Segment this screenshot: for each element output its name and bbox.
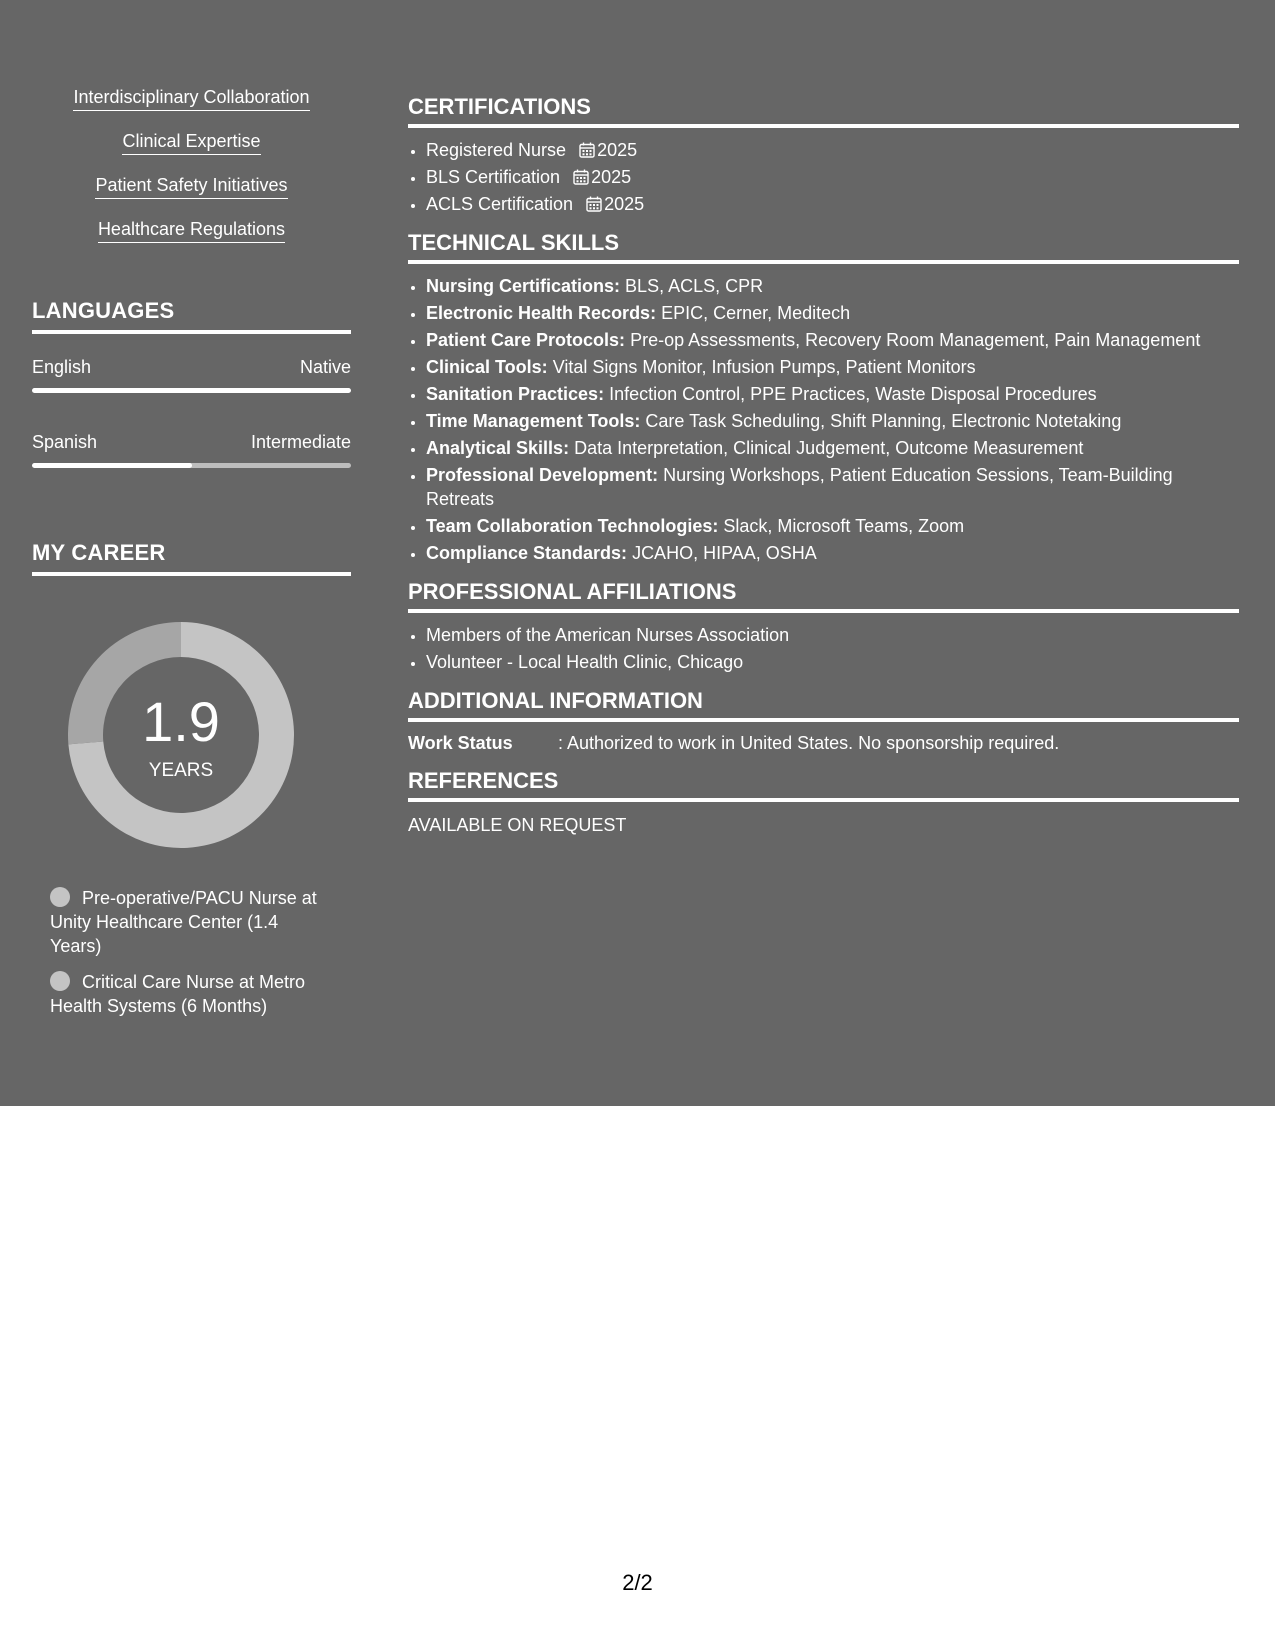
skill-category: Time Management Tools:	[426, 411, 641, 431]
skill-values: EPIC, Cerner, Meditech	[661, 303, 851, 323]
technical-skills-section	[408, 230, 1239, 565]
career-list	[50, 886, 330, 1018]
career-dot-icon	[50, 887, 70, 907]
skill-category: Sanitation Practices:	[426, 384, 605, 404]
skill-category: Professional Development:	[426, 465, 659, 485]
certification-name: BLS Certification	[426, 167, 561, 187]
certification-year: 2025	[591, 167, 632, 187]
language-level: Native	[299, 357, 351, 377]
technical-skill-item	[426, 409, 1239, 433]
additional-info-section	[408, 688, 1239, 754]
certification-year: 2025	[597, 140, 638, 160]
language-bar	[32, 463, 351, 468]
career-heading: MY CAREER	[32, 540, 351, 576]
work-status-label: Work Status	[408, 733, 513, 753]
certifications-heading: CERTIFICATIONS	[408, 94, 1239, 128]
affiliation-item: • Members of the American Nurses Association	[426, 623, 1239, 647]
affiliation-item: • Volunteer - Local Health Clinic, Chicago	[426, 650, 1239, 674]
certification-item	[426, 192, 1239, 216]
certification-name: ACLS Certification	[426, 194, 574, 214]
references-text: AVAILABLE ON REQUEST	[408, 815, 627, 835]
language-bar	[32, 388, 351, 393]
language-name: English	[32, 357, 92, 377]
career-section	[32, 540, 351, 1018]
page-number: 2/2	[622, 1570, 653, 1595]
skill-category: Team Collaboration Technologies:	[426, 516, 719, 536]
certification-name: Registered Nurse	[426, 140, 567, 160]
work-status-value: : Authorized to work in United States. No sponsorship required.	[558, 733, 1060, 753]
technical-skill-item	[426, 436, 1239, 460]
language-row	[32, 356, 351, 378]
career-item	[50, 886, 330, 958]
skill-category: Compliance Standards:	[426, 543, 628, 563]
skill-category: Electronic Health Records:	[426, 303, 657, 323]
technical-skill-item	[426, 301, 1239, 325]
language-name: Spanish	[32, 432, 98, 452]
skill-tag: Healthcare Regulations	[98, 218, 285, 243]
affiliations-heading: PROFESSIONAL AFFILIATIONS	[408, 579, 1239, 613]
certification-year: 2025	[604, 194, 645, 214]
skill-values: Pre-op Assessments, Recovery Room Management, Pain Management	[630, 330, 1201, 350]
career-total-value: 1.9	[142, 690, 220, 753]
career-item	[50, 970, 330, 1018]
skill-values: JCAHO, HIPAA, OSHA	[632, 543, 817, 563]
skill-category: Patient Care Protocols:	[426, 330, 626, 350]
certifications-section	[408, 94, 1239, 216]
calendar-icon	[579, 142, 595, 158]
skill-tag: Clinical Expertise	[122, 130, 260, 155]
certification-date	[579, 140, 637, 160]
skill-values: Nursing Workshops, Patient Education Sessions, Team-Building Retreats	[426, 465, 1173, 509]
affiliations-list	[408, 623, 1239, 674]
career-dot-icon	[50, 971, 70, 991]
left-column	[32, 86, 351, 1030]
technical-skill-item	[426, 541, 1239, 565]
career-item-label: Pre-operative/PACU Nurse at Unity Healthcare Center (1.4 Years)	[50, 888, 317, 956]
skill-tags	[32, 86, 351, 262]
language-bar-fill	[32, 463, 192, 468]
skill-values: Vital Signs Monitor, Infusion Pumps, Patient Monitors	[552, 357, 976, 377]
skill-values: Care Task Scheduling, Shift Planning, Electronic Notetaking	[645, 411, 1122, 431]
calendar-icon	[573, 169, 589, 185]
technical-skill-item	[426, 355, 1239, 379]
affiliations-section	[408, 579, 1239, 674]
right-column	[408, 94, 1239, 850]
skill-tag: Patient Safety Initiatives	[95, 174, 287, 199]
skill-category: Analytical Skills:	[426, 438, 570, 458]
references-heading: REFERENCES	[408, 768, 1239, 802]
skill-values: Infection Control, PPE Practices, Waste Disposal Procedures	[609, 384, 1097, 404]
technical-skill-item	[426, 463, 1239, 511]
work-status-row	[408, 732, 1239, 754]
additional-info-heading: ADDITIONAL INFORMATION	[408, 688, 1239, 722]
skill-values: Slack, Microsoft Teams, Zoom	[723, 516, 965, 536]
references-section	[408, 768, 1239, 836]
technical-skills-heading: TECHNICAL SKILLS	[408, 230, 1239, 264]
certification-date	[586, 194, 644, 214]
technical-skills-list	[408, 274, 1239, 565]
certification-date	[573, 167, 631, 187]
languages-section	[32, 298, 351, 468]
skill-values: Data Interpretation, Clinical Judgement, Outcome Measurement	[574, 438, 1084, 458]
technical-skill-item	[426, 382, 1239, 406]
skill-values: BLS, ACLS, CPR	[625, 276, 764, 296]
calendar-icon	[586, 196, 602, 212]
language-row	[32, 431, 351, 453]
technical-skill-item	[426, 274, 1239, 298]
career-total-unit: YEARS	[148, 760, 214, 781]
career-donut-chart	[66, 620, 296, 850]
skill-tag: Interdisciplinary Collaboration	[73, 86, 309, 111]
certification-item	[426, 138, 1239, 162]
skill-category: Clinical Tools:	[426, 357, 548, 377]
language-bar-fill	[32, 388, 351, 393]
skill-category: Nursing Certifications:	[426, 276, 621, 296]
career-item-label: Critical Care Nurse at Metro Health Systems (6 Months)	[50, 972, 306, 1016]
certification-item	[426, 165, 1239, 189]
technical-skill-item	[426, 514, 1239, 538]
language-level: Intermediate	[250, 432, 351, 452]
technical-skill-item	[426, 328, 1239, 352]
certifications-list	[408, 138, 1239, 216]
languages-heading: LANGUAGES	[32, 298, 351, 334]
